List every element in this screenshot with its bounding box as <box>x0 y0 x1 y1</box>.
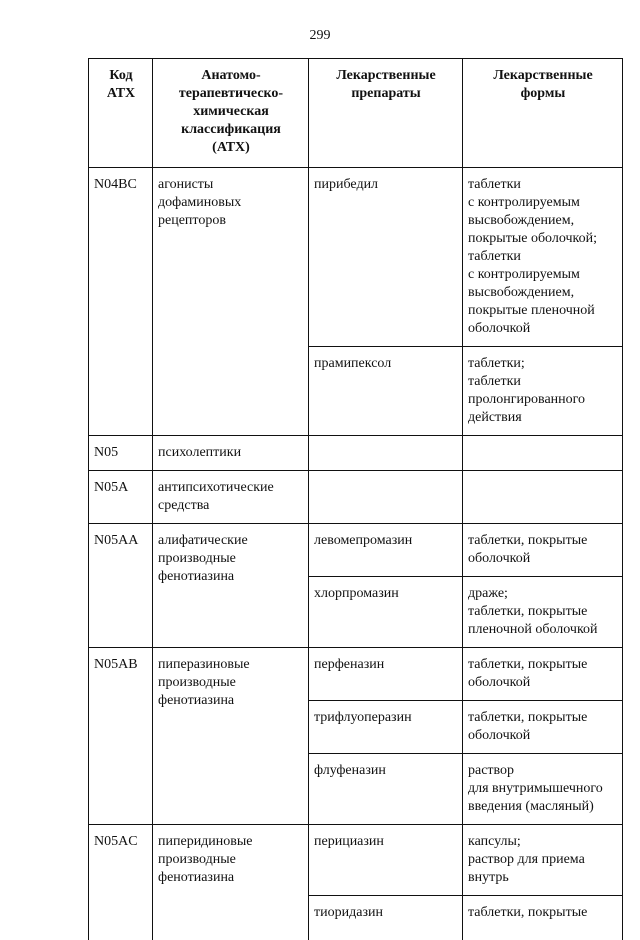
classification-cell: психолептики <box>153 436 309 471</box>
drug-name-cell: тиоридазин <box>309 896 463 940</box>
header-code: Код АТХ <box>89 59 153 168</box>
atx-code-cell: N05A <box>89 471 153 524</box>
drug-name-cell: левомепромазин <box>309 524 463 577</box>
drug-form-cell: таблетки с контролируемым высвобождением, покрытые оболочкой; таблетки с контролируемым высвобождением, покрытые пленочной оболочкой <box>463 168 623 347</box>
table-row <box>89 168 623 347</box>
drug-form-cell: таблетки; таблетки пролонгированного действия <box>463 347 623 436</box>
table-row <box>89 524 623 577</box>
drug-form-cell: таблетки, покрытые оболочкой <box>463 701 623 754</box>
atx-drug-table <box>88 58 623 940</box>
classification-cell: алифатические производные фенотиазина <box>153 524 309 648</box>
drug-name-cell: флуфеназин <box>309 754 463 825</box>
table-row <box>89 471 623 524</box>
drug-name-cell <box>309 471 463 524</box>
classification-cell: пиперазиновые производные фенотиазина <box>153 648 309 825</box>
atx-code-cell: N05AC <box>89 825 153 940</box>
table-header-row <box>89 59 623 168</box>
drug-name-cell: трифлуоперазин <box>309 701 463 754</box>
classification-cell: агонисты дофаминовых рецепторов <box>153 168 309 436</box>
classification-cell: пиперидиновые производные фенотиазина <box>153 825 309 940</box>
drug-form-cell <box>463 471 623 524</box>
drug-form-cell: таблетки, покрытые оболочкой <box>463 524 623 577</box>
drug-form-cell <box>463 436 623 471</box>
drug-name-cell: пирибедил <box>309 168 463 347</box>
atx-code-cell: N05AB <box>89 648 153 825</box>
drug-form-cell: таблетки, покрытые <box>463 896 623 940</box>
drug-name-cell: хлорпромазин <box>309 577 463 648</box>
classification-cell: антипсихотические средства <box>153 471 309 524</box>
table-row <box>89 436 623 471</box>
drug-name-cell: прамипексол <box>309 347 463 436</box>
drug-name-cell: перфеназин <box>309 648 463 701</box>
table-row <box>89 825 623 896</box>
drug-form-cell: капсулы; раствор для приема внутрь <box>463 825 623 896</box>
drug-name-cell <box>309 436 463 471</box>
atx-code-cell: N04BC <box>89 168 153 436</box>
page-number: 299 <box>0 28 640 44</box>
drug-form-cell: таблетки, покрытые оболочкой <box>463 648 623 701</box>
table-row <box>89 648 623 701</box>
header-drugs: Лекарственные препараты <box>309 59 463 168</box>
drug-name-cell: перициазин <box>309 825 463 896</box>
atx-code-cell: N05 <box>89 436 153 471</box>
drug-form-cell: драже; таблетки, покрытые пленочной оболочкой <box>463 577 623 648</box>
drug-form-cell: раствор для внутримышечного введения (масляный) <box>463 754 623 825</box>
atx-code-cell: N05AA <box>89 524 153 648</box>
header-forms: Лекарственные формы <box>463 59 623 168</box>
header-classification: Анатомо- терапевтическо- химическая классификация (АТХ) <box>153 59 309 168</box>
